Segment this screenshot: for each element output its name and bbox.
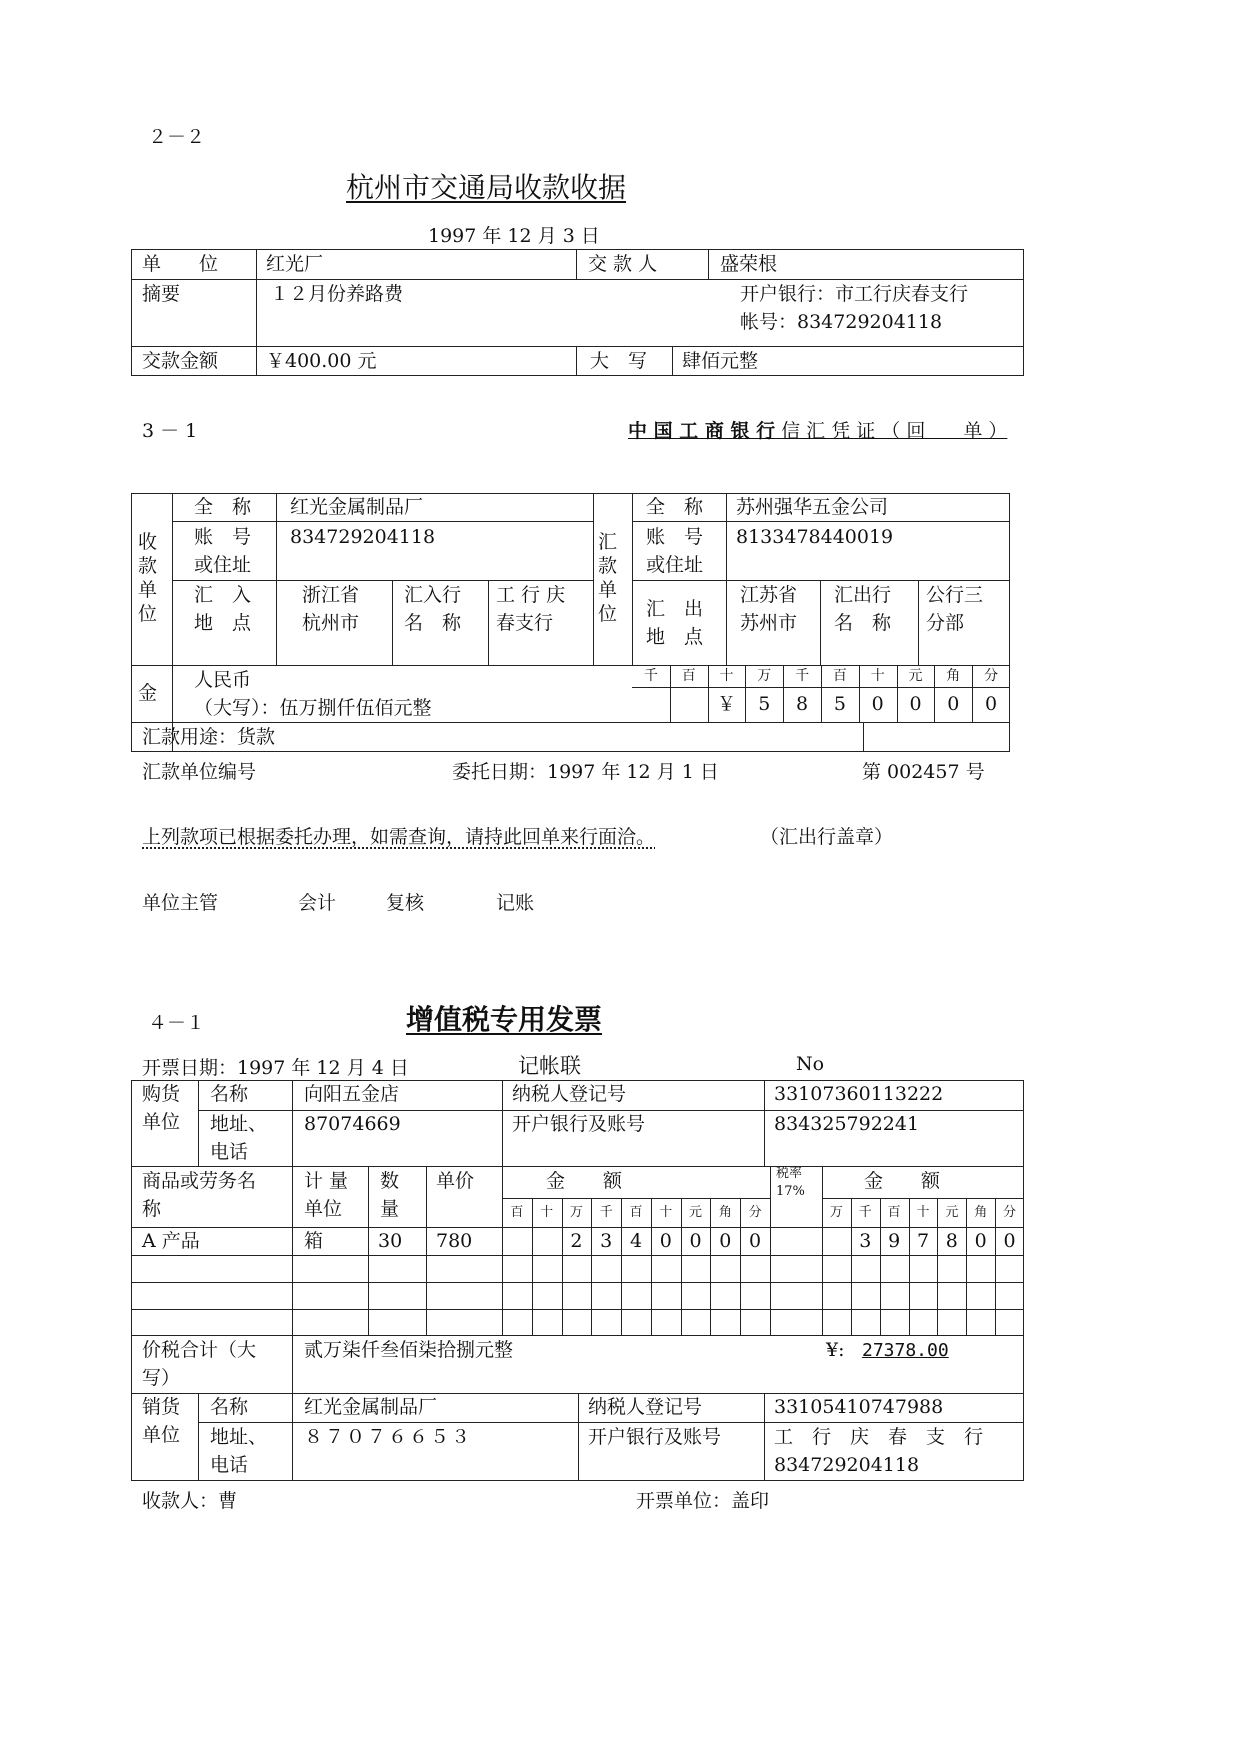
buyer-name: 向阳五金店: [304, 1083, 400, 1105]
receipt-capital-label: 大 写: [590, 350, 648, 372]
invoice-copy-label: 记帐联: [518, 1054, 581, 1078]
digit-header: 百: [832, 668, 847, 684]
currency-label: 人民币: [194, 669, 252, 691]
payee-bank-1: 工 行 庆: [496, 584, 566, 606]
seller-label-2: 单位: [142, 1424, 181, 1446]
buyer-address-label-2: 电话: [210, 1141, 249, 1163]
buyer-taxpayer: 33107360113222: [774, 1083, 944, 1105]
invoice-digit-header: 元: [945, 1205, 959, 1220]
seller-bank-label: 开户银行及账号: [588, 1426, 722, 1448]
invoice-digit-value: 3: [600, 1230, 613, 1252]
payer-address-label: 或住址: [646, 554, 704, 576]
invoice-digit-value: 0: [719, 1230, 732, 1252]
seller-name-label: 名称: [210, 1396, 249, 1418]
total-capital: 贰万柒仟叁佰柒拾捌元整: [304, 1339, 514, 1361]
invoice-digit-header: 分: [748, 1205, 762, 1220]
invoice-digit-value: 8: [945, 1230, 958, 1252]
seller-phone: ８７０７６６５３: [304, 1426, 473, 1448]
seller-address-label-2: 电话: [210, 1454, 249, 1476]
payer-account-label: 账 号: [646, 526, 704, 548]
payer-place-1: 江苏省: [740, 584, 798, 606]
price-label: 单价: [436, 1170, 475, 1192]
invoice-payee: 收款人：曹: [142, 1490, 238, 1512]
receipt-title: 杭州市交通局收款收据: [346, 171, 627, 204]
payee-bank-2: 春支行: [496, 612, 554, 634]
invoice-digit-header: 角: [718, 1205, 732, 1220]
seller-label-1: 销货: [142, 1396, 181, 1418]
invoice-digit-header: 十: [659, 1205, 673, 1220]
receipt-amount-value: ￥400.00 元: [266, 350, 377, 372]
payee-full-name-label: 全 称: [194, 496, 252, 518]
remittance-stamp-note: （汇出行盖章）: [760, 826, 894, 848]
invoice-digit-value: 0: [659, 1230, 672, 1252]
payee-account-label: 账 号: [194, 526, 252, 548]
buyer-bank: 834325792241: [774, 1113, 920, 1135]
payee-place-1: 浙江省: [302, 584, 360, 606]
receipt-account-line: 帐号：834729204118: [740, 311, 943, 333]
invoice-digit-value: 4: [629, 1230, 643, 1252]
invoice-digit-header: 百: [887, 1205, 901, 1220]
digit-value: ￥: [716, 693, 736, 715]
invoice-digit-header: 千: [599, 1205, 613, 1220]
digit-value: 8: [796, 693, 809, 715]
out-bank-label-2: 名 称: [834, 612, 892, 634]
total-symbol: ¥:: [826, 1339, 845, 1361]
invoice-digit-header: 百: [629, 1205, 643, 1220]
invoice-digit-header: 角: [974, 1205, 988, 1220]
in-place-label-2: 地 点: [194, 612, 252, 634]
seller-taxpayer: 33105410747988: [774, 1396, 944, 1418]
sign-book: 记账: [496, 892, 535, 914]
digit-header: 百: [681, 668, 696, 684]
out-place-label-1: 汇 出: [646, 598, 704, 620]
seller-name: 红光金属制品厂: [304, 1396, 438, 1418]
payer-account: 8133478440019: [736, 526, 894, 548]
invoice-digit-value: 0: [749, 1230, 762, 1252]
amount-side-label: 金: [138, 682, 158, 704]
item-name: A 产品: [142, 1230, 200, 1252]
remittance-serial: 第 002457 号: [862, 761, 985, 783]
invoice-digit-header: 千: [858, 1205, 872, 1220]
buyer-bank-label: 开户银行及账号: [512, 1113, 646, 1135]
goods-label-2: 称: [142, 1198, 162, 1220]
digit-value: 0: [871, 693, 884, 715]
seller-bank-2: 834729204118: [774, 1454, 920, 1476]
digit-header: 元: [908, 668, 923, 684]
digit-value: 0: [909, 693, 922, 715]
out-place-label-2: 地 点: [646, 626, 704, 648]
payee-name: 红光金属制品厂: [290, 496, 424, 518]
item-price: 780: [436, 1230, 473, 1252]
receipt-unit-label: 单 位: [142, 253, 219, 275]
payer-place-2: 苏州市: [740, 612, 798, 634]
invoice-digit-header: 十: [916, 1205, 930, 1220]
remittance-entrust-date: 委托日期：1997 年 12 月 1 日: [452, 761, 719, 783]
total-label-1: 价税合计（大: [142, 1339, 257, 1361]
buyer-label-1: 购货: [142, 1083, 181, 1105]
goods-label-1: 商品或劳务名: [142, 1170, 257, 1192]
invoice-digit-header: 万: [569, 1205, 583, 1220]
capital-amount: （大写）：伍万捌仟伍佰元整: [194, 697, 432, 719]
invoice-digit-value: 7: [916, 1230, 930, 1252]
in-place-label-1: 汇 入: [194, 584, 252, 606]
seller-address-label-1: 地址、: [210, 1426, 268, 1448]
invoice-digit-header: 百: [510, 1205, 524, 1220]
payee-account: 834729204118: [290, 526, 436, 548]
digit-header: 十: [719, 668, 734, 684]
receipt-capital-value: 肆佰元整: [682, 350, 759, 372]
tax-amount-header: 金 额: [864, 1170, 941, 1192]
buyer-name-label: 名称: [210, 1083, 249, 1105]
remittance-title-rest: 信 汇 凭 证 （ 回 单 ）: [781, 420, 1008, 442]
invoice-digit-value: 3: [859, 1230, 872, 1252]
digit-value: 0: [947, 693, 960, 715]
payer-name: 苏州强华五金公司: [736, 496, 889, 518]
remittance-title-bank: 中 国 工 商 银 行: [628, 420, 776, 442]
digit-header: 十: [870, 668, 885, 684]
buyer-address-label-1: 地址、: [210, 1113, 268, 1135]
payee-side-label: 收款单位: [138, 531, 158, 625]
invoice-no-label: No: [796, 1053, 825, 1075]
item-qty: 30: [378, 1230, 403, 1252]
invoice-digit-value: 9: [888, 1230, 901, 1252]
buyer-phone: 87074669: [304, 1113, 401, 1135]
invoice-issuer: 开票单位：盖印: [636, 1490, 770, 1512]
unit-label-1: 计 量: [304, 1170, 349, 1192]
payer-full-name-label: 全 称: [646, 496, 704, 518]
receipt-bank-line: 开户银行：市工行庆春支行: [740, 283, 969, 305]
payer-side-label: 汇款单位: [598, 531, 618, 625]
qty-label-2: 量: [380, 1198, 400, 1220]
tax-rate-label: 税率: [776, 1166, 803, 1181]
in-bank-label-1: 汇入行: [404, 584, 462, 606]
receipt-payer-label: 交 款 人: [588, 253, 658, 275]
receipt-payer-value: 盛荣根: [720, 253, 778, 275]
invoice-digit-value: 0: [974, 1230, 987, 1252]
digit-header: 万: [757, 668, 772, 684]
item-unit: 箱: [304, 1230, 324, 1252]
receipt-amount-label: 交款金额: [142, 350, 219, 372]
payer-bank-2: 分部: [926, 612, 965, 634]
receipt-unit-value: 红光厂: [266, 253, 324, 275]
amount-header: 金 额: [546, 1170, 623, 1192]
seller-bank-1: 工 行 庆 春 支 行: [774, 1426, 984, 1448]
digit-header: 角: [946, 668, 961, 684]
remittance-index: 3 － 1: [142, 420, 198, 442]
remittance-notice: 上列款项已根据委托办理，如需查询，请持此回单来行面洽。: [142, 826, 656, 848]
invoice-title: 增值税专用发票: [406, 1003, 603, 1036]
qty-label-1: 数: [380, 1170, 400, 1192]
invoice-digit-value: 0: [1003, 1230, 1016, 1252]
buyer-label-2: 单位: [142, 1111, 181, 1133]
seller-taxpayer-label: 纳税人登记号: [588, 1396, 703, 1418]
receipt-summary-value: １２月份养路费: [270, 283, 404, 305]
invoice-digit-header: 十: [540, 1205, 554, 1220]
digit-value: 5: [833, 693, 846, 715]
digit-header: 千: [795, 668, 810, 684]
invoice-digit-header: 元: [689, 1205, 703, 1220]
sign-accountant: 会计: [298, 892, 337, 914]
remittance-purpose: 汇款用途：货款: [142, 726, 276, 748]
invoice-digit-value: 2: [570, 1230, 583, 1252]
payee-address-label: 或住址: [194, 554, 252, 576]
invoice-index: ４－１: [148, 1012, 206, 1034]
receipt-summary-label: 摘要: [142, 283, 181, 305]
buyer-taxpayer-label: 纳税人登记号: [512, 1083, 627, 1105]
digit-header: 千: [643, 668, 658, 684]
out-bank-label-1: 汇出行: [834, 584, 892, 606]
digit-value: 5: [758, 693, 771, 715]
payee-place-2: 杭州市: [302, 612, 360, 634]
invoice-digit-header: 万: [829, 1205, 843, 1220]
sign-review: 复核: [386, 892, 425, 914]
receipt-date: 1997 年 12 月 3 日: [428, 225, 600, 247]
payer-bank-1: 公行三: [926, 584, 984, 606]
unit-label-2: 单位: [304, 1198, 343, 1220]
remittance-title: [628, 416, 1007, 443]
invoice-issue-date: 开票日期：1997 年 12 月 4 日: [142, 1057, 409, 1079]
tax-rate-value: 17%: [776, 1184, 805, 1199]
remittance-unit-number-label: 汇款单位编号: [142, 761, 257, 783]
total-label-2: 写）: [142, 1367, 181, 1389]
digit-header: 分: [984, 668, 999, 684]
digit-value: 0: [985, 693, 998, 715]
invoice-digit-header: 分: [1003, 1205, 1017, 1220]
total-number: 27378.00: [862, 1340, 949, 1361]
receipt-index: ２－２: [148, 126, 206, 148]
invoice-digit-value: 0: [689, 1230, 702, 1252]
in-bank-label-2: 名 称: [404, 612, 462, 634]
sign-head: 单位主管: [142, 892, 219, 914]
